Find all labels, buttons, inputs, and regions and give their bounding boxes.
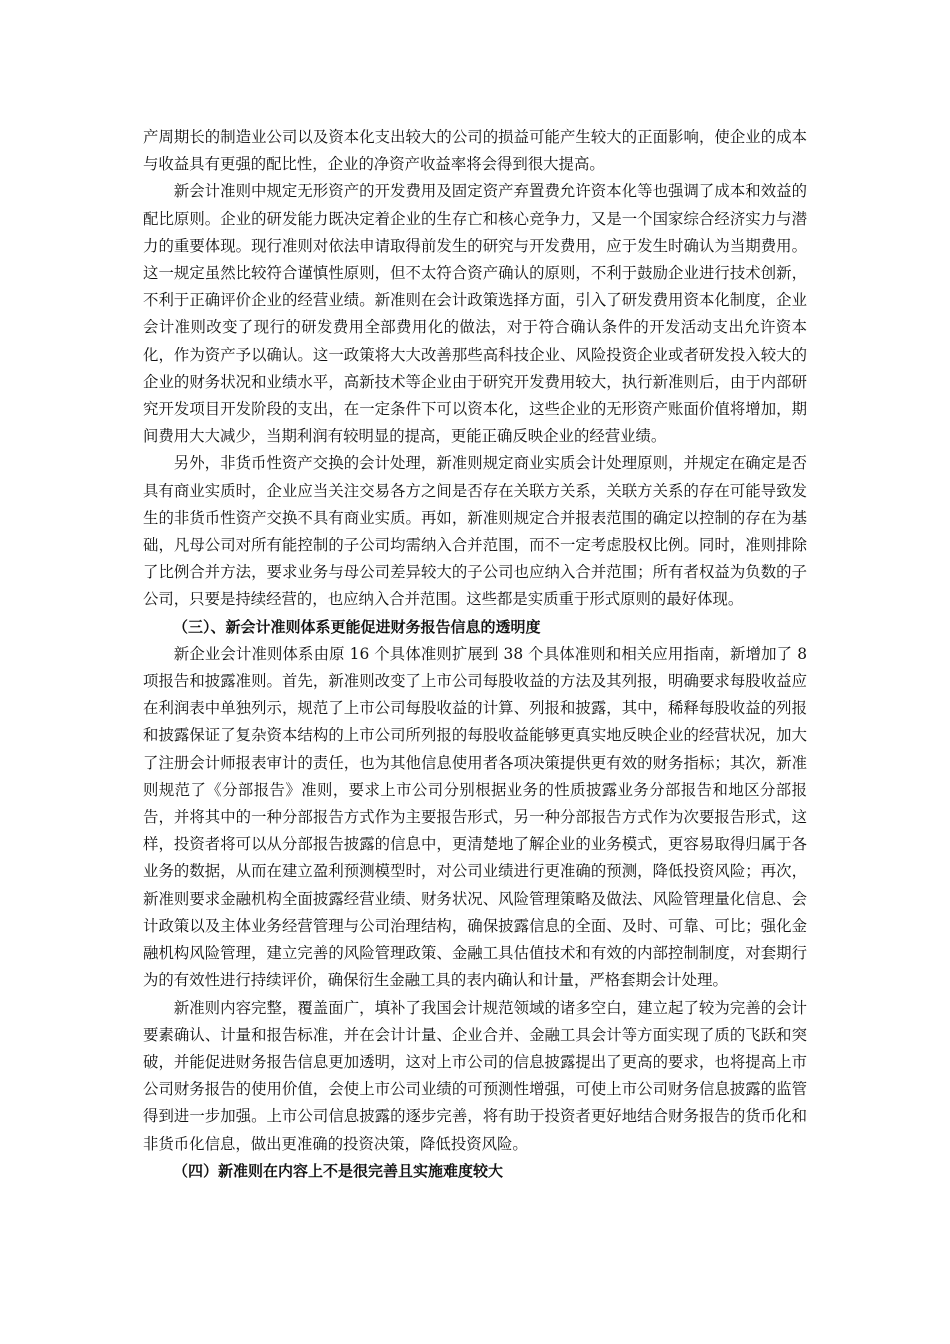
paragraph-4: 新企业会计准则体系由原 16 个具体准则扩展到 38 个具体准则和相关应用指南，新增加了 8 项报告和披露准则。首先，新准则改变了上市公司每股收益的方法及其列报，明确要求每股收益应在利润表中单独列示，规范了上市公司每股收益的计算、列报和披露，其中，稀释每股收益的列报和披露保证了复杂资本结构的上市公司所列报的每股收益能够更真实地反映企业的经营状况，加大了注册会计师报表审计的责任，也为其他信息使用者各项决策提供更有效的财务指标；其次，新准则规范了《分部报告》准则，要求上市公司分别根据业务的性质披露业务分部报告和地区分部报告，并将其中的一种分部报告方式作为主要报告形式，另一种分部报告方式作为次要报告形式，这样，投资者将可以从分部报告披露的信息中，更清楚地了解企业的业务模式，更容易取得归属于各业务的数据，从而在建立盈利预测模型时，对公司业绩进行更准确的预测，降低投资风险；再次，新准则要求金融机构全面披露经营业绩、财务状况、风险管理策略及做法、风险管理量化信息、会计政策以及主体业务经营管理与公司治理结构，确保披露信息的全面、及时、可靠、可比；强化金融机构风险管理，建立完善的风险管理政策、金融工具估值技术和有效的内部控制制度，对套期行为的有效性进行持续评价，确保衍生金融工具的表内确认和计量，严格套期会计处理。 bbox=[143, 644, 807, 990]
paragraph-3: 另外，非货币性资产交换的会计处理，新准则规定商业实质会计处理原则，并规定在确定是否具有商业实质时，企业应当关注交易各方之间是否存在关联方关系，关联方关系的存在可能导致发生的非货币性资产交换不具有商业实质。再如，新准则规定合并报表范围的确定以控制的存在为基础，凡母公司对所有能控制的子公司均需纳入合并范围，而不一定考虑股权比例。同时，准则排除了比例合并方法，要求业务与母公司差异较大的子公司也应纳入合并范围；所有者权益为负数的子公司，只要是持续经营的，也应纳入合并范围。这些都是实质重于形式原则的最好体现。 bbox=[143, 454, 807, 609]
section-heading-3: （三）、新会计准则体系更能促进财务报告信息的透明度 bbox=[173, 617, 541, 636]
document-page bbox=[143, 124, 807, 1185]
paragraph-5: 新准则内容完整，覆盖面广，填补了我国会计规范领域的诸多空白，建立起了较为完善的会计要素确认、计量和报告标准，并在会计计量、企业合并、金融工具会计等方面实现了质的飞跃和突破，并能促进财务报告信息更加透明，这对上市公司的信息披露提出了更高的要求，也将提高上市公司财务报告的使用价值，会使上市公司业绩的可预测性增强，可使上市公司财务信息披露的监管得到进一步加强。上市公司信息披露的逐步完善，将有助于投资者更好地结合财务报告的货币化和非货币化信息，做出更准确的投资决策，降低投资风险。 bbox=[143, 998, 807, 1153]
paragraph-1: 产周期长的制造业公司以及资本化支出较大的公司的损益可能产生较大的正面影响，使企业的成本与收益具有更强的配比性，企业的净资产收益率将会得到很大提高。 bbox=[143, 128, 807, 174]
paragraph-2: 新会计准则中规定无形资产的开发费用及固定资产弃置费允许资本化等也强调了成本和效益的配比原则。企业的研发能力既决定着企业的生存亡和核心竞争力，又是一个国家综合经济实力与潜力的重要体现。现行准则对依法申请取得前发生的研究与开发费用，应于发生时确认为当期费用。这一规定虽然比较符合谨慎性原则，但不太符合资产确认的原则，不利于鼓励企业进行技术创新，不利于正确评价企业的经营业绩。新准则在会计政策选择方面，引入了研发费用资本化制度，企业会计准则改变了现行的研发费用全部费用化的做法，对于符合确认条件的开发活动支出允许资本化，作为资产予以确认。这一政策将大大改善那些高科技企业、风险投资企业或者研发投入较大的企业的财务状况和业绩水平，高新技术等企业由于研究开发费用较大，执行新准则后，由于内部研究开发项目开发阶段的支出，在一定条件下可以资本化，这些企业的无形资产账面价值将增加，期间费用大大减少，当期利润有较明显的提高，更能正确反映企业的经营业绩。 bbox=[143, 182, 807, 446]
section-heading-4: （四）新准则在内容上不是很完善且实施难度较大 bbox=[173, 1161, 504, 1180]
